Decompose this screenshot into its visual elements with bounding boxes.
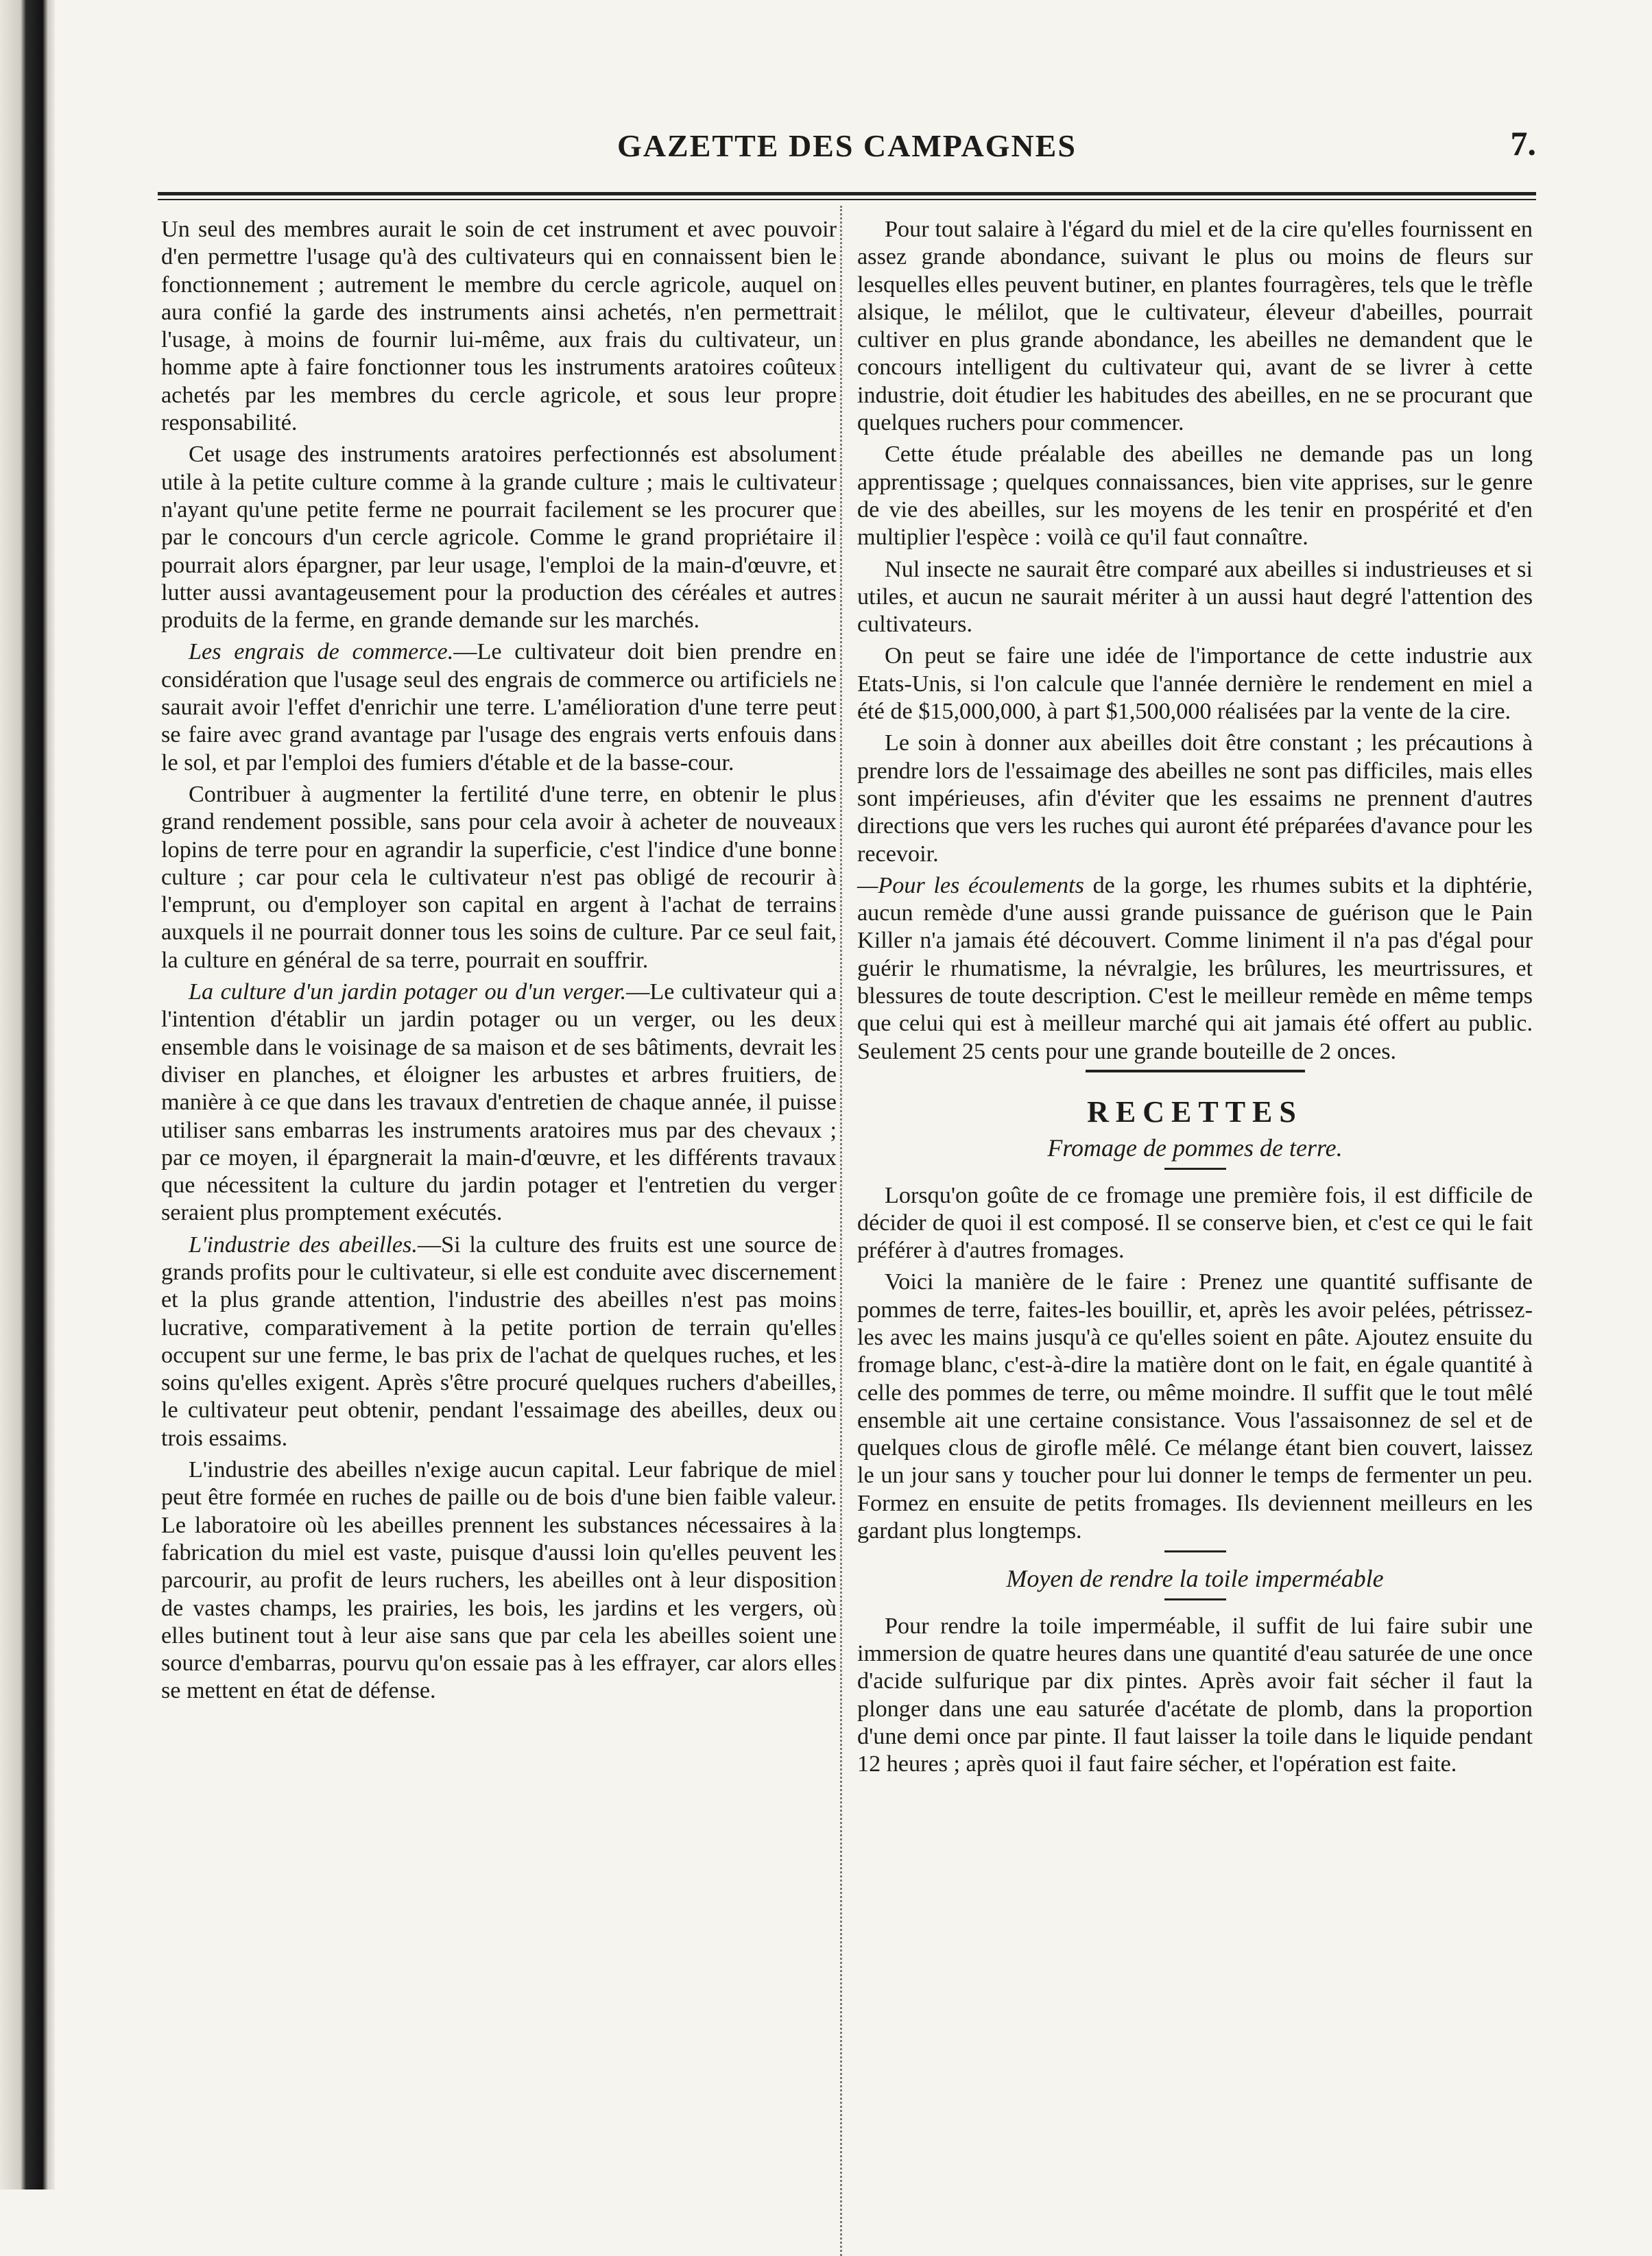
section-heading: L'industrie des abeilles. — [189, 1232, 418, 1258]
paragraph: Contribuer à augmenter la fertilité d'une terre, en obtenir le plus grand rendement possible, sans pour cela avoir à acheter de nouveaux lopins de terre pour en agrandir la superficie, c'est l'indice d'une bonne culture ; car pour cela le cultivateur n'est pas obligé de recourir à l'emprunt, ou d'employer son capital en argent à l'achat de terrains auxquels il ne pourrait donner tous les soins de culture. Par ce seul fait, la culture en général de sa terre, pourrait en souffrir. — [161, 781, 837, 973]
section-heading: La culture d'un jardin potager ou d'un verger. — [189, 979, 627, 1005]
left-column — [161, 216, 837, 1709]
paragraph: Voici la manière de le faire : Prenez une quantité suffisante de pommes de terre, faites-les bouillir, et, après les avoir pelées, pétrissez-les avec les mains jusqu'à ce qu'elles soient en pâte. Ajoutez ensuite du fromage blanc, c'est-à-dire la matière dont on le fait, en égale quantité à celle des pommes de terre, ou même moindre. Il suffit que le tout mêlé ensemble ait une certaine consistance. Vous l'assaisonnez de sel et de quelques clous de girofle mêlé. Ce mélange étant bien couvert, laissez le un jour sans y toucher pour lui donner le temps de fermenter un peu. Formez en ensuite de petits fromages. Ils deviennent meilleurs en les gardant plus longtemps. — [857, 1269, 1533, 1544]
page-spine-edge — [0, 0, 55, 2189]
paragraph: Nul insecte ne saurait être comparé aux abeilles si industrieuses et si utiles, et aucun ne saurait mériter à un aussi haut degré l'attention des cultivateurs. — [857, 556, 1533, 638]
section-ornament-rule — [1086, 1070, 1305, 1072]
right-column — [857, 216, 1533, 1782]
paragraph: Pour tout salaire à l'égard du miel et de la cire qu'elles fournissent en assez grande abondance, suivant le plus ou moins de fleurs sur lesquelles elles peuvent butiner, en plantes fourragères, tels que le trèfle alsique, le mélilot, que le cultivateur, éleveur d'abeilles, pourrait cultiver en plus grande abondance, les abeilles ne demandent que le concours intelligent du cultivateur qui, avant de se livrer à cette industrie, doit étudier les habitudes des abeilles, en ne se procurant que quelques ruchers pour commencer. — [857, 217, 1533, 436]
page-header — [158, 123, 1536, 171]
recipe-title: Fromage de pommes de terre. — [1047, 1134, 1343, 1162]
short-rule — [1164, 1598, 1226, 1600]
paragraph: Pour rendre la toile imperméable, il suffit de lui faire subir une immersion de quatre heures dans une quantité d'eau saturée de une once d'acide sulfurique par dix pintes. Après avoir fait sécher il faut la plonger dans une eau saturée d'acétate de plomb, dans la proportion d'une demi once par pinte. Il faut laisser la toile dans le liquide pendant 12 heures ; après quoi il faut faire sécher, et l'opération est faite. — [857, 1613, 1533, 1777]
recettes-heading: RECETTES — [1087, 1094, 1303, 1129]
paragraph: Un seul des membres aurait le soin de cet instrument et avec pouvoir d'en permettre l'usage qu'à des cultivateurs qui en connaissent bien le fonctionnement ; autrement le membre du cercle agricole, auquel on aura confié la garde des instruments ainsi achetés, n'en permettrait l'usage, à moins de fournir lui-même, aux frais du cultivateur, un homme apte à faire fonctionner tous les instruments aratoires coûteux achetés par les membres du cercle agricole, et sous leur propre responsabilité. — [161, 217, 837, 436]
paragraph: Cette étude préalable des abeilles ne demande pas un long apprentissage ; quelques connaissances, bien vite apprises, sur le genre de vie des abeilles, sur les moyens de les tenir en prospérité et d'en multiplier l'espèce : voilà ce qu'il faut connaître. — [857, 442, 1533, 551]
recipe-title: Moyen de rendre la toile imperméable — [1006, 1565, 1384, 1593]
short-rule — [1164, 1168, 1226, 1170]
paragraph: —Pour les écoulements de la gorge, les rhumes subits et la diphtérie, aucun remède d'une aussi grande puissance de guérison que le Pain Killer n'a jamais été découvert. Comme liniment il n'a pas d'égal pour guérir le rhumatisme, la névralgie, les brûlures, les meurtrissures, et blessures de toute description. C'est le meilleur remède en même temps que celui qui est à meilleur marché qui ait jamais été offert au public. Seulement 25 cents pour une grande bouteille de 2 onces. — [857, 872, 1533, 1064]
section-heading: —Pour les écoulements — [857, 872, 1084, 898]
short-rule — [1164, 1550, 1226, 1552]
paragraph: On peut se faire une idée de l'importance de cette industrie aux Etats-Unis, si l'on calcule que l'année dernière le rendement en miel a été de $15,000,000, à part $1,500,000 réalisées par la vente de la cire. — [857, 643, 1533, 725]
paragraph: Cet usage des instruments aratoires perfectionnés est absolument utile à la petite culture comme à la grande culture ; mais le cultivateur n'ayant qu'une petite ferme ne pourrait facilement se les procurer que par le concours d'un cercle agricole. Comme le grand propriétaire il pourrait alors épargner, par leur usage, l'emploi de la main-d'œuvre, et lutter aussi avantageusement pour la production des céréales et autres produits de la ferme, en grande demande sur les marchés. — [161, 442, 837, 634]
paragraph: L'industrie des abeilles.—Si la culture des fruits est une source de grands profits pour le cultivateur, si elle est conduite avec discernement et la plus grande attention, l'industrie des abeilles n'est pas moins lucrative, comparativement à la petite portion de terrain qu'elles occupent sur une ferme, le bas prix de l'achat de quelques ruches, et les soins qu'elles exigent. Après s'être procuré quelques ruchers d'abeilles, le cultivateur peut obtenir, pendant l'essaimage des abeilles, deux ou trois essaims. — [161, 1232, 837, 1451]
paragraph: La culture d'un jardin potager ou d'un verger.—Le cultivateur qui a l'intention d'établir un jardin potager ou un verger, ou les deux ensemble dans le voisinage de sa maison et de ses bâtiments, devrait les diviser en planches, et éloigner les arbustes et arbres fruitiers, de manière à ce que dans les travaux d'entretien de chaque année, il puisse utiliser sans embarras les instruments aratoires mus par des chevaux ; par ce moyen, il épargnerait la main-d'œuvre, et les différents travaux que nécessitent la culture du jardin potager et l'entretien du verger seraient plus promptement exécutés. — [161, 979, 837, 1226]
column-divider — [840, 206, 842, 2256]
header-rule — [158, 192, 1536, 200]
section-heading: Les engrais de commerce. — [189, 639, 454, 665]
paragraph: L'industrie des abeilles n'exige aucun capital. Leur fabrique de miel peut être formée en ruches de paille ou de bois d'une bien faible valeur. Le laboratoire où les abeilles prennent les substances nécessaires à la fabrication du miel est vaste, puisque d'aussi loin qu'elles peuvent les parcourir, au profit de leurs ruchers, les abeilles ont à leur disposition de vastes champs, les prairies, les bois, les jardins et les vergers, où elles butinent tout à leur aise sans que par cela les abeilles soient une source d'embarras, pourvu qu'on essaie pas à les effrayer, car alors elles se mettent en état de défense. — [161, 1457, 837, 1704]
paragraph: Le soin à donner aux abeilles doit être constant ; les précautions à prendre lors de l'essaimage des abeilles ne sont pas difficiles, mais elles sont impérieuses, afin d'éviter que les essaims ne prennent d'autres directions que vers les ruches qui auront été préparées d'avance pour les recevoir. — [857, 730, 1533, 867]
newspaper-title: GAZETTE DES CAMPAGNES — [617, 128, 1077, 163]
paragraph: Les engrais de commerce.—Le cultivateur doit bien prendre en considération que l'usage seul des engrais de commerce ou artificiels ne saurait avoir l'effet d'enrichir une terre. L'amélioration d'une terre peut se faire avec grand avantage par l'usage des engrais verts enfouis dans le sol, et par l'emploi des fumiers d'étable et de la basse-cour. — [161, 639, 837, 776]
page-number: 7. — [1510, 124, 1536, 163]
paragraph: Lorsqu'on goûte de ce fromage une première fois, il est difficile de décider de quoi il est composé. Il se conserve bien, et c'est ce qui le fait préférer à d'autres fromages. — [857, 1182, 1533, 1264]
